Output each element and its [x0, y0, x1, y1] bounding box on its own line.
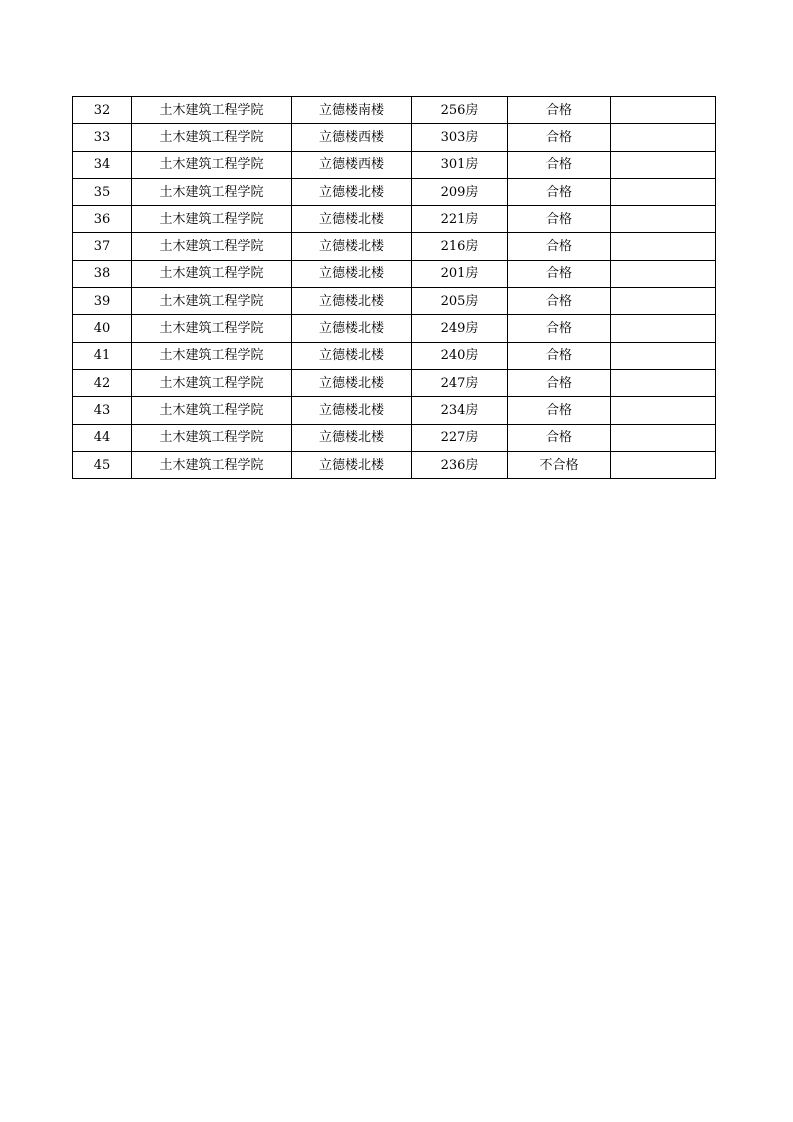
remark-cell: [611, 124, 716, 151]
room-cell: 301房: [412, 151, 508, 178]
result-cell: 合格: [508, 315, 611, 342]
building-cell: 立德楼北楼: [292, 451, 412, 478]
room-cell: 216房: [412, 233, 508, 260]
table-row: [73, 260, 716, 287]
table-row: [73, 451, 716, 478]
remark-cell: [611, 369, 716, 396]
college-cell: 土木建筑工程学院: [132, 451, 292, 478]
row-number-cell: 38: [73, 260, 132, 287]
table-row: [73, 178, 716, 205]
result-cell: 合格: [508, 151, 611, 178]
result-cell: 合格: [508, 233, 611, 260]
row-number-cell: 44: [73, 424, 132, 451]
building-cell: 立德楼北楼: [292, 369, 412, 396]
row-number-cell: 40: [73, 315, 132, 342]
remark-cell: [611, 424, 716, 451]
row-number-cell: 36: [73, 206, 132, 233]
row-number-cell: 37: [73, 233, 132, 260]
result-cell: 合格: [508, 178, 611, 205]
college-cell: 土木建筑工程学院: [132, 288, 292, 315]
building-cell: 立德楼西楼: [292, 124, 412, 151]
room-cell: 256房: [412, 97, 508, 124]
building-cell: 立德楼北楼: [292, 178, 412, 205]
building-cell: 立德楼北楼: [292, 288, 412, 315]
table-row: [73, 233, 716, 260]
college-cell: 土木建筑工程学院: [132, 424, 292, 451]
row-number-cell: 33: [73, 124, 132, 151]
remark-cell: [611, 397, 716, 424]
row-number-cell: 32: [73, 97, 132, 124]
row-number-cell: 45: [73, 451, 132, 478]
table-row: [73, 369, 716, 396]
result-cell: 合格: [508, 369, 611, 396]
college-cell: 土木建筑工程学院: [132, 151, 292, 178]
building-cell: 立德楼西楼: [292, 151, 412, 178]
room-cell: 303房: [412, 124, 508, 151]
remark-cell: [611, 233, 716, 260]
room-cell: 227房: [412, 424, 508, 451]
remark-cell: [611, 315, 716, 342]
result-cell: 合格: [508, 124, 611, 151]
college-cell: 土木建筑工程学院: [132, 178, 292, 205]
table-row: [73, 151, 716, 178]
row-number-cell: 43: [73, 397, 132, 424]
room-cell: 236房: [412, 451, 508, 478]
college-cell: 土木建筑工程学院: [132, 206, 292, 233]
college-cell: 土木建筑工程学院: [132, 342, 292, 369]
remark-cell: [611, 178, 716, 205]
room-cell: 201房: [412, 260, 508, 287]
room-cell: 247房: [412, 369, 508, 396]
building-cell: 立德楼北楼: [292, 260, 412, 287]
result-cell: 合格: [508, 397, 611, 424]
inspection-table-body: [73, 97, 716, 479]
room-cell: 205房: [412, 288, 508, 315]
building-cell: 立德楼南楼: [292, 97, 412, 124]
table-row: [73, 124, 716, 151]
inspection-table: [72, 96, 716, 479]
row-number-cell: 35: [73, 178, 132, 205]
building-cell: 立德楼北楼: [292, 315, 412, 342]
result-cell: 不合格: [508, 451, 611, 478]
room-cell: 249房: [412, 315, 508, 342]
room-cell: 221房: [412, 206, 508, 233]
table-row: [73, 424, 716, 451]
remark-cell: [611, 151, 716, 178]
room-cell: 234房: [412, 397, 508, 424]
room-cell: 209房: [412, 178, 508, 205]
result-cell: 合格: [508, 206, 611, 233]
remark-cell: [611, 288, 716, 315]
table-row: [73, 342, 716, 369]
college-cell: 土木建筑工程学院: [132, 260, 292, 287]
result-cell: 合格: [508, 424, 611, 451]
remark-cell: [611, 451, 716, 478]
row-number-cell: 39: [73, 288, 132, 315]
remark-cell: [611, 97, 716, 124]
remark-cell: [611, 260, 716, 287]
building-cell: 立德楼北楼: [292, 397, 412, 424]
table-row: [73, 397, 716, 424]
room-cell: 240房: [412, 342, 508, 369]
table-row: [73, 315, 716, 342]
row-number-cell: 41: [73, 342, 132, 369]
row-number-cell: 34: [73, 151, 132, 178]
college-cell: 土木建筑工程学院: [132, 124, 292, 151]
building-cell: 立德楼北楼: [292, 233, 412, 260]
row-number-cell: 42: [73, 369, 132, 396]
remark-cell: [611, 206, 716, 233]
college-cell: 土木建筑工程学院: [132, 397, 292, 424]
building-cell: 立德楼北楼: [292, 424, 412, 451]
result-cell: 合格: [508, 97, 611, 124]
table-row: [73, 97, 716, 124]
table-row: [73, 206, 716, 233]
college-cell: 土木建筑工程学院: [132, 315, 292, 342]
result-cell: 合格: [508, 260, 611, 287]
result-cell: 合格: [508, 288, 611, 315]
building-cell: 立德楼北楼: [292, 342, 412, 369]
college-cell: 土木建筑工程学院: [132, 369, 292, 396]
building-cell: 立德楼北楼: [292, 206, 412, 233]
college-cell: 土木建筑工程学院: [132, 97, 292, 124]
table-row: [73, 288, 716, 315]
college-cell: 土木建筑工程学院: [132, 233, 292, 260]
result-cell: 合格: [508, 342, 611, 369]
remark-cell: [611, 342, 716, 369]
